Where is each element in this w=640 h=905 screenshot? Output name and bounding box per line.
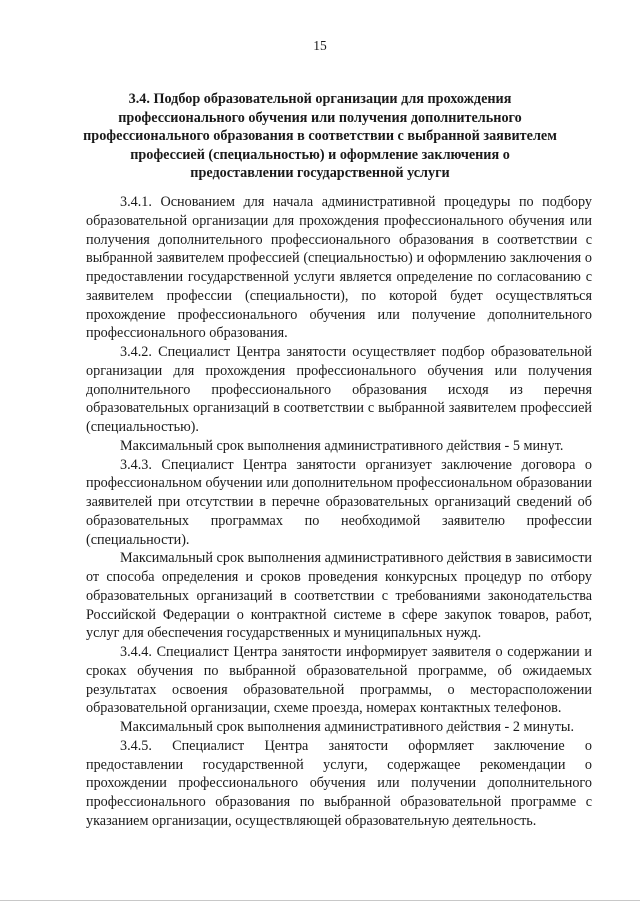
paragraph-time-limit-procurement: Максимальный срок выполнения административного действия в зависимости от способа определения и сроков проведения конкурсных процедур по отбору образовательных организаций в соответствии с требованиями законодательства Российской Федерации о контрактной системе в сфере закупок товаров, работ, услуг для обеспечения государственных и муниципальных нужд. <box>86 550 592 642</box>
paragraph-time-limit-5-min: Максимальный срок выполнения административного действия - 5 минут. <box>120 437 564 454</box>
section-heading: 3.4. Подбор образовательной организации для прохождения профессионального обучения или получения дополнительного профессионального образования в соответствии с выбранной заявителем профессией (специальностью) и оформление заключения о предоставлении государственной услуги <box>83 91 557 182</box>
page-number: 15 <box>313 38 327 53</box>
paragraph-3-4-3: 3.4.3. Специалист Центра занятости организует заключение договора о профессиональном обучении или дополнительном профессиональном образовании заявителей при отсутствии в перечне образовательных организаций сведений об образовательных программах по необходимой заявителю профессии (специальности). <box>86 456 592 548</box>
paragraph-3-4-5: 3.4.5. Специалист Центра занятости оформляет заключение о предоставлении государственной услуги, содержащее рекомендации о прохождении профессионального обучения или получении дополнительного профессионального образования по выбранной образовательной программе с указанием организации, осуществляющей образовательную деятельность. <box>86 737 592 829</box>
paragraph-time-limit-2-min: Максимальный срок выполнения административного действия - 2 минуты. <box>120 719 575 735</box>
paragraph-3-4-1: 3.4.1. Основанием для начала административной процедуры по подбору образовательной организации для прохождения профессионального обучения или получения дополнительного профессионального образования в соответствии с выбранной заявителем профессией (специальностью) и оформлению заключения о предоставлении государственной услуги является определение по согласованию с заявителем профессии (специальности), по которой будет осуществляться прохождение профессионального обучения или получение дополнительного профессионального образования. <box>86 194 592 342</box>
document-body <box>86 193 592 831</box>
paragraph-3-4-4: 3.4.4. Специалист Центра занятости информирует заявителя о содержании и сроках обучения по выбранной образовательной программе, об ожидаемых результатах освоения образовательной программы, о месторасположении образовательной организации, схеме проезда, номерах контактных телефонов. <box>86 644 592 717</box>
page-bottom-edge <box>0 900 640 901</box>
paragraph-3-4-2: 3.4.2. Специалист Центра занятости осуществляет подбор образовательной организации для прохождения профессионального обучения или получения дополнительного профессионального образования исходя из перечня образовательных организаций в соответствии с выбранной заявителем профессией (специальностью). <box>86 344 592 435</box>
